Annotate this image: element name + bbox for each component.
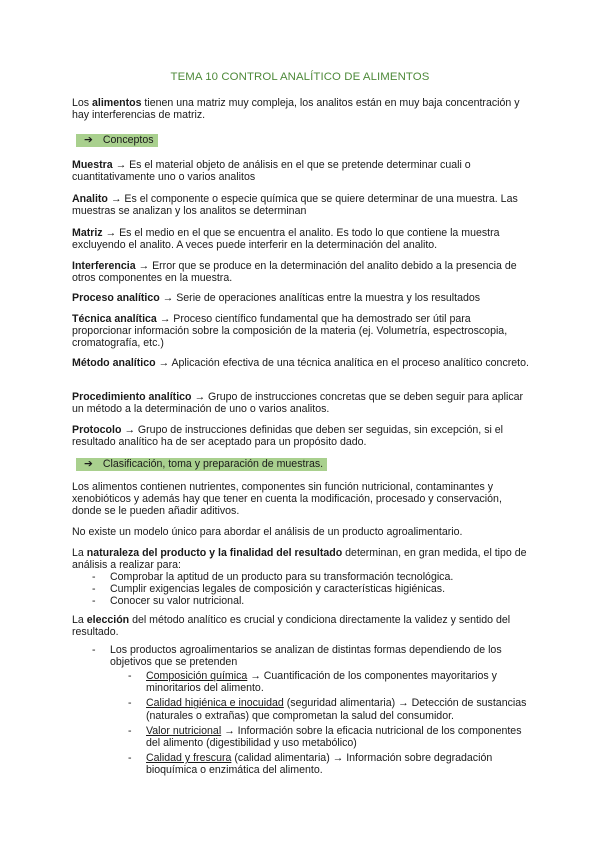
analysis-sub-list [126,670,530,780]
page-title: TEMA 10 CONTROL ANALÍTICO DE ALIMENTOS [170,71,430,83]
analysis-list [90,644,530,668]
paragraph: La elección del método analítico es crucial y condiciona directamente la validez y sentido del resultado. [72,614,511,639]
list-item: - Los productos agroalimentarios se analizan de distintas formas dependiendo de los objetivos que se pretenden [90,644,530,668]
definition-item: Proceso analítico → Serie de operaciones analíticas entre la muestra y los resultados [72,292,481,304]
definition-item: Protocolo → Grupo de instrucciones definidas que deben ser seguidas, sin excepción, si el resultado analítico ha de ser aceptado para un propósito dado. [72,424,504,449]
purpose-list [90,571,530,608]
definition-item: Matriz → Es el medio en el que se encuentra el analito. Es todo lo que contiene la muestra excluyendo el analito. A veces puede interferir en la determinación del analito. [72,227,500,252]
paragraph: La naturaleza del producto y la finalidad del resultado determinan, en gran medida, el tipo de análisis a realizar para: [72,547,527,572]
list-item: - Conocer su valor nutricional. [90,595,530,607]
definition-item: Muestra → Es el material objeto de análisis en el que se pretende determinar cuali o cuantitativamente uno o varios analitos [72,159,471,184]
list-item: - Composición química → Cuantificación de los componentes mayoritarios y minoritarios del alimento. [126,670,530,694]
definition-item: Método analítico → Aplicación efectiva de una técnica analítica en el proceso analítico concreto. [72,357,529,369]
paragraph: No existe un modelo único para abordar el análisis de un producto agroalimentario. [72,526,463,538]
intro-paragraph: Los alimentos tienen una matriz muy compleja, los analitos están en muy baja concentración y hay interferencias de matriz. [72,97,520,122]
list-item: - Valor nutricional → Información sobre la eficacia nutricional de los componentes del alimento (digestibilidad y uso metabólico) [126,725,530,749]
paragraph: Los alimentos contienen nutrientes, componentes sin función nutricional, contaminantes y xenobióticos y además hay que tener en cuenta la modificación, procesado y conservación, donde se le pueden añadir aditivos. [72,481,502,518]
list-item: - Calidad higiénica e inocuidad (seguridad alimentaria) → Detección de sustancias (naturales o extrañas) que comprometan la salud del consumidor. [126,697,530,721]
section-heading-muestras: ➔ Clasificación, toma y preparación de muestras. [76,458,534,471]
definition-item: Procedimiento analítico → Grupo de instrucciones concretas que se deben seguir para aplicar un método a la determinación de uno o varios analitos. [72,391,524,416]
definition-item: Interferencia → Error que se produce en la determinación del analito debido a la presencia de otros componentes en la muestra. [72,260,517,285]
list-item: - Calidad y frescura (calidad alimentaria) → Información sobre degradación bioquímica o enzimática del alimento. [126,752,530,776]
list-item: - Cumplir exigencias legales de composición y características higiénicas. [90,583,530,595]
definition-item: Analito → Es el componente o especie química que se quiere determinar de una muestra. Las muestras se analizan y los analitos se determinan [72,193,518,218]
list-item: - Comprobar la aptitud de un producto para su transformación tecnológica. [90,571,530,583]
definition-item: Técnica analítica → Proceso científico fundamental que ha demostrado ser útil para proporcionar información sobre la composición de la materia (ej. Volumetría, espectroscopia, cromatografía, etc.) [72,313,508,350]
section-heading-conceptos: ➔ Conceptos [76,134,534,147]
arrow-right-icon: ➔ [84,458,93,470]
arrow-right-icon: ➔ [84,134,93,146]
